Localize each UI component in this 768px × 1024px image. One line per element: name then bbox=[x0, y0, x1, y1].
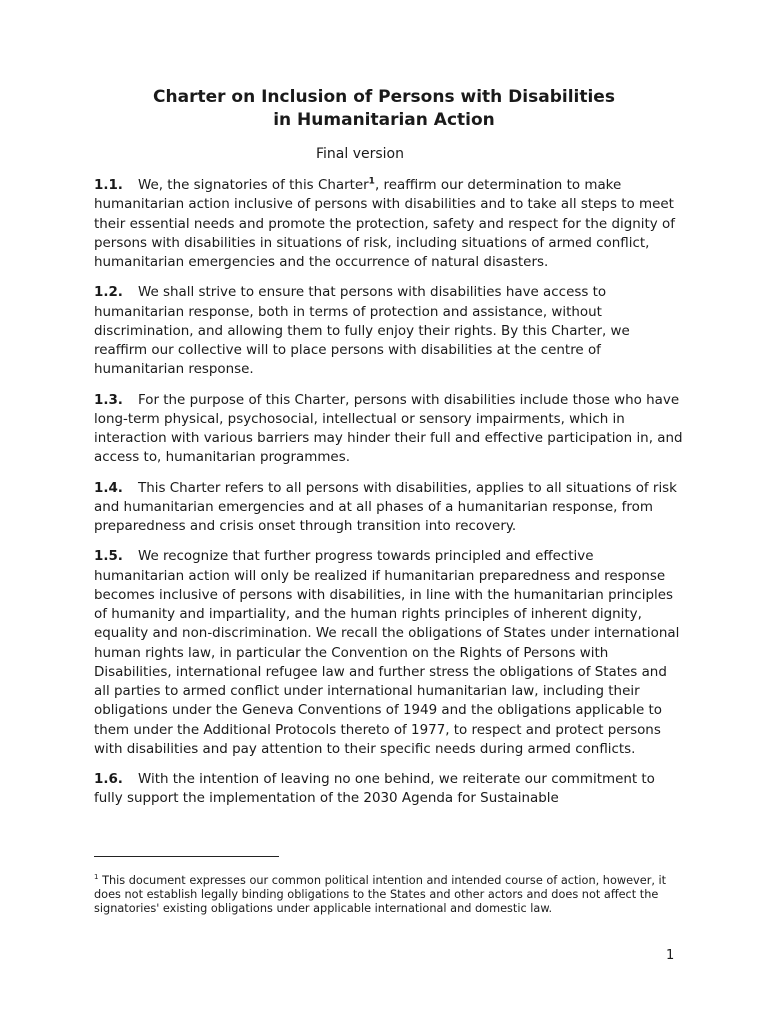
footnote-marker: 1 bbox=[94, 873, 99, 882]
footnote-text: This document expresses our common political intention and intended course of action, however, it does not establish legally binding obligations to the States and other actors and does not affect the signatories' existing obligations under applicable international and domestic law. bbox=[94, 874, 667, 916]
document-body bbox=[94, 176, 684, 820]
footnote-reference: 1 bbox=[368, 176, 375, 187]
paragraph-1-3 bbox=[94, 391, 684, 468]
paragraph-text-lead: We, the signatories of this Charter bbox=[138, 178, 369, 193]
paragraph-text: We shall strive to ensure that persons with disabilities have access to humanitarian response, both in terms of protection and assistance, without discrimination, and allowing them to fully enjoy their rights. By this Charter, we reaffirm our collective will to place persons with disabilities at the centre of humanitarian response. bbox=[94, 285, 630, 378]
document-subtitle: Final version bbox=[316, 146, 404, 162]
paragraph-number: 1.5. bbox=[94, 549, 123, 565]
paragraph-number: 1.3. bbox=[94, 392, 123, 408]
paragraph-text: We recognize that further progress towards principled and effective humanitarian action will only be realized if humanitarian preparedness and response becomes inclusive of persons with disabilities, in line with the humanitarian principles of humanity and impartiality, and the human rights principles of inherent dignity, equality and non-discrimination. We recall the obligations of States under international human rights law, in particular the Convention on the Rights of Persons with Disabilities, international refugee law and further stress the obligations of States and all parties to armed conflict under international humanitarian law, including their obligations under the Geneva Conventions of 1949 and the obligations applicable to them under the Additional Protocols thereto of 1977, to respect and protect persons with disabilities and pay attention to their specific needs during armed conflicts. bbox=[94, 549, 680, 757]
paragraph-text: For the purpose of this Charter, persons with disabilities include those who have long-term physical, psychosocial, intellectual or sensory impairments, which in interaction with various barriers may hinder their full and effective participation in, and access to, humanitarian programmes. bbox=[94, 392, 683, 466]
paragraph-text: This Charter refers to all persons with disabilities, applies to all situations of risk and humanitarian emergencies and at all phases of a humanitarian response, from preparedness and crisis onset through transition into recovery. bbox=[94, 480, 677, 534]
paragraph-number: 1.1. bbox=[94, 178, 123, 193]
footnote bbox=[94, 874, 684, 917]
paragraph-1-5 bbox=[94, 547, 684, 759]
paragraph-text: With the intention of leaving no one behind, we reiterate our commitment to fully support the implementation of the 2030 Agenda for Sustainable bbox=[94, 772, 655, 807]
title-line-2: in Humanitarian Action bbox=[273, 110, 495, 130]
document-title bbox=[0, 86, 768, 132]
paragraph-number: 1.2. bbox=[94, 285, 123, 301]
paragraph-text: , reaffirm our determination to make humanitarian action inclusive of persons with disabilities and to take all steps to meet their essential needs and promote the protection, safety and respect for the dignity of persons with disabilities in situations of risk, including situations of armed conflict, humanitarian emergencies and the occurrence of natural disasters. bbox=[94, 178, 675, 270]
paragraph-1-1 bbox=[94, 176, 684, 272]
paragraph-1-6 bbox=[94, 770, 684, 809]
paragraph-number: 1.4. bbox=[94, 480, 123, 496]
page-number: 1 bbox=[666, 948, 675, 963]
paragraph-1-2 bbox=[94, 283, 684, 379]
paragraph-1-4 bbox=[94, 479, 684, 537]
footnote-separator bbox=[94, 856, 279, 857]
title-line-1: Charter on Inclusion of Persons with Disabilities bbox=[153, 87, 615, 107]
paragraph-number: 1.6. bbox=[94, 772, 123, 787]
